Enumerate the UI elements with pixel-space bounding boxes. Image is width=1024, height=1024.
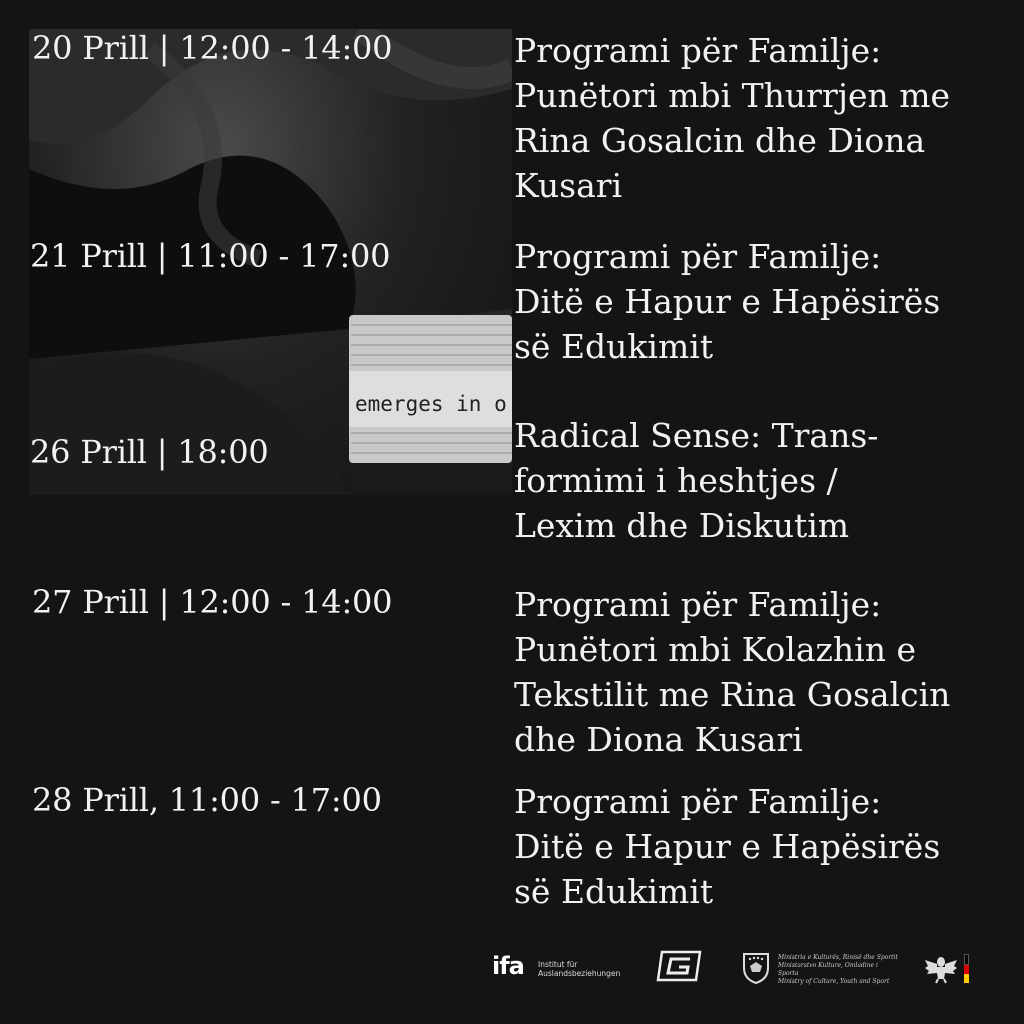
ifa-logo: ifa <box>492 952 524 980</box>
event-3-date: 26 Prill | 18:00 <box>30 433 269 471</box>
kosovo-coat-of-arms <box>742 952 770 988</box>
german-eagle-icon <box>924 952 958 988</box>
event-1-date: 20 Prill | 12:00 - 14:00 <box>32 29 393 67</box>
event-1-title: Programi për Familje: Punëtori mbi Thurrjen me Rina Gosalcin dhe Diona Kusari <box>514 31 951 205</box>
gallery-logo <box>656 950 702 986</box>
event-2-title: Programi për Familje: Ditë e Hapur e Hapësirës së Edukimit <box>514 237 941 366</box>
svg-text:emerges in o: emerges in o <box>355 392 507 416</box>
event-5-title: Programi për Familje: Ditë e Hapur e Hapësirës së Edukimit <box>514 782 941 911</box>
event-2-date: 21 Prill | 11:00 - 17:00 <box>30 237 391 275</box>
event-4-date: 27 Prill | 12:00 - 14:00 <box>32 583 393 621</box>
event-3-title: Radical Sense: Trans- formimi i heshtjes / Lexim dhe Diskutim <box>514 416 879 545</box>
event-4-title: Programi për Familje: Punëtori mbi Kolazhin e Tekstilit me Rina Gosalcin dhe Diona Kusari <box>514 585 951 759</box>
ifa-name: Institut für Auslandsbeziehungen <box>538 960 621 978</box>
ministry-name: Ministria e Kulturës, Rinisë dhe Sportit Ministarstvo Kulture, Omladine i Sporta Ministry of Culture, Youth and Sport <box>778 954 898 985</box>
event-5-date: 28 Prill, 11:00 - 17:00 <box>32 781 382 819</box>
german-flag-icon <box>964 954 969 982</box>
sponsor-logos <box>0 948 1024 988</box>
